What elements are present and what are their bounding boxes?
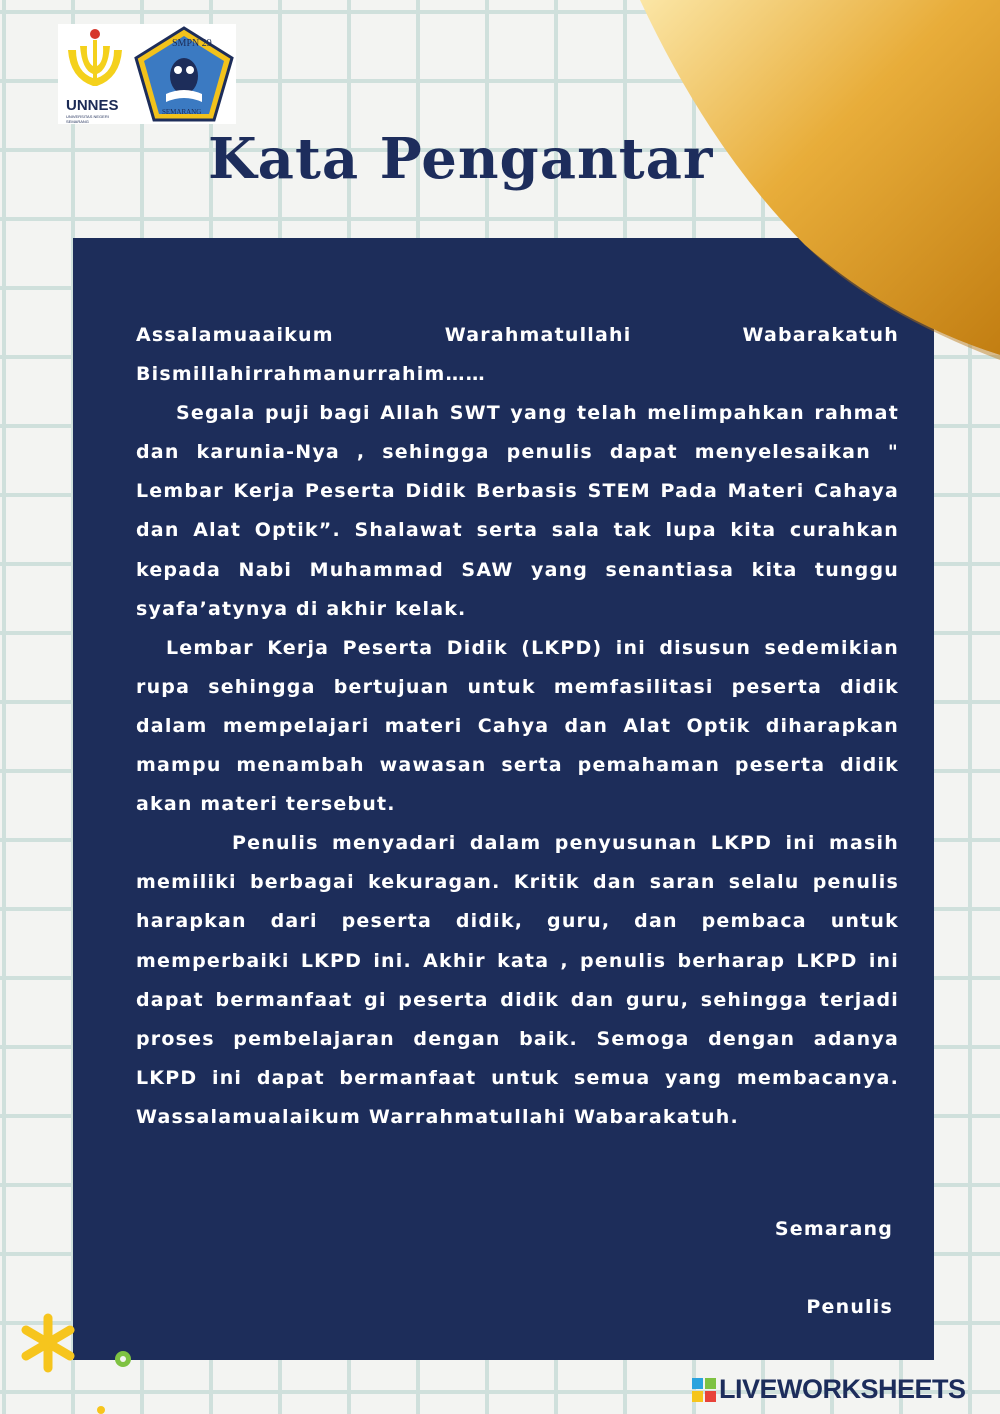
paragraph-2: Lembar Kerja Peserta Didik (LKPD) ini disusun sedemikian rupa sehingga bertujuan untuk memfasilitasi peserta didik dalam mempelajari materi Cahya dan Alat Optik diharapkan mampu menambah wawasan serta pemahaman peserta didik akan materi tersebut. <box>136 636 899 816</box>
page-title: Kata Pengantar <box>208 126 714 192</box>
bismillah-line: Bismillahirrahmanurrahim…… <box>136 363 486 386</box>
liveworksheets-brand-text: LIVEWORKSHEETS <box>719 1374 966 1404</box>
smpn-logo-bottom-text: SEMARANG <box>162 108 202 116</box>
paragraph-1: Segala puji bagi Allah SWT yang telah melimpahkan rahmat dan karunia-Nya , sehingga penulis dapat menyelesaikan " Lembar Kerja Peserta Didik Berbasis STEM Pada Materi Cahaya dan Alat Optik”. Shalawat serta sala tak lupa kita curahkan kepada Nabi Muhammad SAW yang senantiasa kita tunggu syafa’atynya di akhir kelak. <box>136 402 899 620</box>
asterisk-decoration-icon <box>20 1312 76 1374</box>
liveworksheets-logo-icon <box>692 1378 716 1402</box>
greeting-word: Assalamuaaikum <box>136 324 334 346</box>
unnes-logo-subtext: UNIVERSITAS NEGERI SEMARANG <box>66 114 109 124</box>
logo-group <box>58 24 236 124</box>
greeting-line <box>136 316 899 355</box>
author-signature: Penulis <box>806 1296 893 1318</box>
greeting-word: Warahmatullahi <box>444 324 632 346</box>
paragraph-3: Penulis menyadari dalam penyusunan LKPD ini masih memiliki berbagai kekuragan. Kritik dan saran selalu penulis harapkan dari peserta didik, guru, dan pembaca untuk memperbaiki LKPD ini. Akhir kata , penulis berharap LKPD ini dapat bermanfaat gi peserta didik dan guru, sehingga terjadi proses pembelajaran dengan baik. Semoga dengan adanya LKPD ini dapat bermanfaat untuk semua yang membacanya. Wassalamualaikum Warrahmatullahi Wabarakatuh. <box>136 832 899 1128</box>
small-dot-decoration-icon <box>96 1402 106 1414</box>
body-text <box>136 316 899 1137</box>
smpn-logo-top-text: SMPN 29 <box>172 38 212 49</box>
unnes-emblem-icon <box>58 24 132 98</box>
smpn-logo <box>132 24 236 124</box>
unnes-logo-text: UNNES <box>66 97 119 114</box>
dot-decoration-icon <box>112 1348 134 1370</box>
liveworksheets-brand[interactable] <box>692 1374 966 1405</box>
greeting-word: Wabarakatuh <box>742 324 899 346</box>
page-curl-icon <box>640 0 1000 360</box>
place-signature: Semarang <box>774 1218 893 1240</box>
unnes-logo <box>58 24 132 124</box>
